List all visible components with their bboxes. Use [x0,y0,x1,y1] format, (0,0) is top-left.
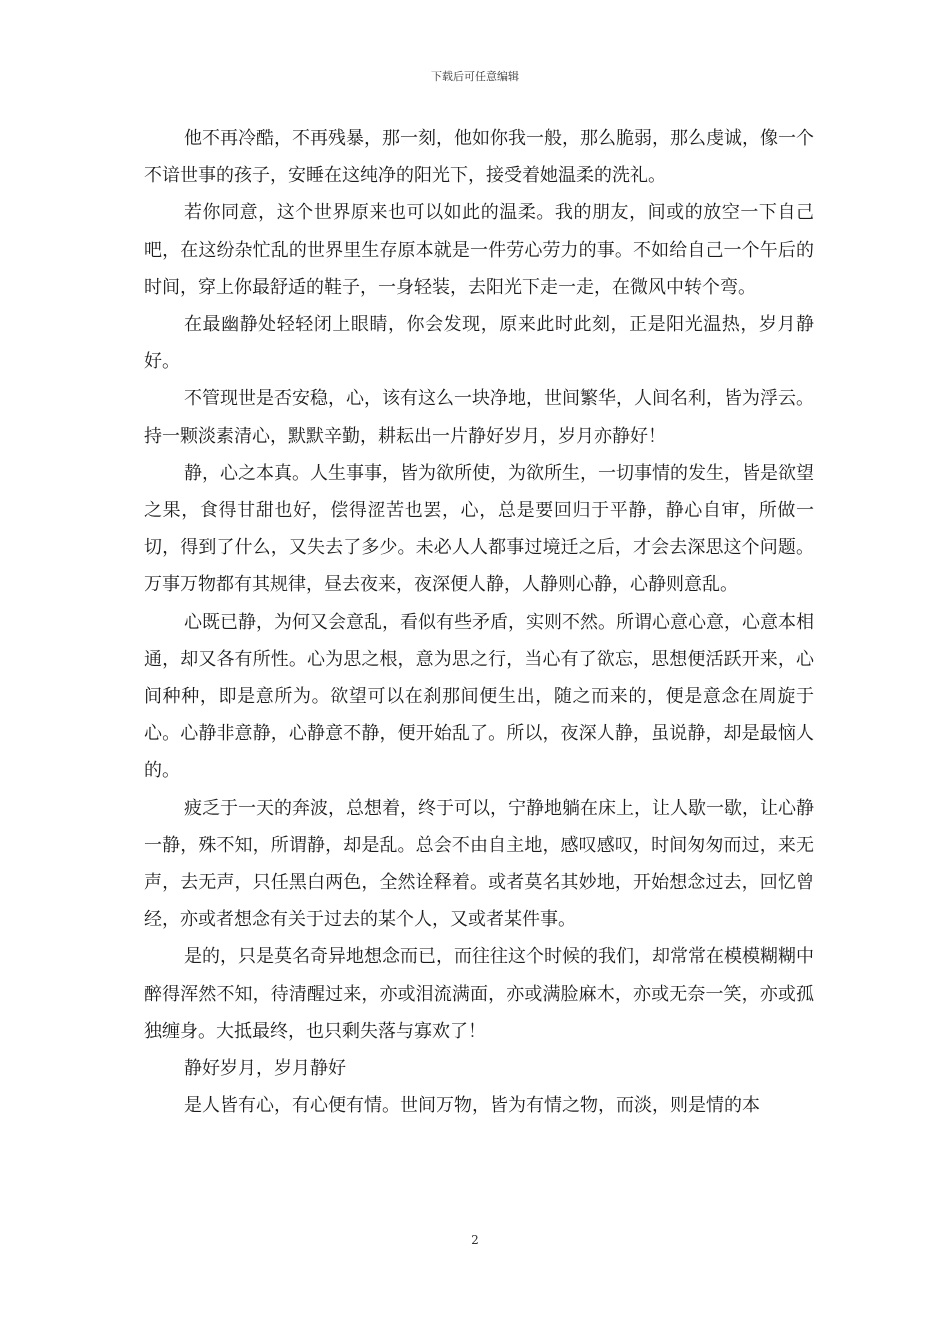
paragraph: 疲乏于一天的奔波，总想着，终于可以，宁静地躺在床上，让人歇一歇，让心静一静，殊不知，所谓静，却是乱。总会不由自主地，感叹感叹，时间匆匆而过，来无声，去无声，只任黑白两色，全然诠释着。或者莫名其妙地，开始想念过去，回忆曾经，亦或者想念有关于过去的某个人，又或者某件事。 [144,797,814,931]
paragraph: 他不再冷酷，不再残暴，那一刻，他如你我一般，那么脆弱，那么虔诚，像一个不谙世事的孩子，安睡在这纯净的阳光下，接受着她温柔的洗礼。 [144,128,814,187]
paragraph: 不管现世是否安稳，心，该有这么一块净地，世间繁华，人间名利，皆为浮云。持一颗淡素清心，默默辛勤，耕耘出一片静好岁月，岁月亦静好！ [144,388,814,447]
document-body [144,120,814,1124]
paragraph: 若你同意，这个世界原来也可以如此的温柔。我的朋友，间或的放空一下自己吧，在这纷杂忙乱的世界里生存原本就是一件劳心劳力的事。不如给自己一个午后的时间，穿上你最舒适的鞋子，一身轻装，去阳光下走一走，在微风中转个弯。 [144,202,814,298]
paragraph: 是人皆有心，有心便有情。世间万物，皆为有情之物，而淡，则是情的本 [184,1095,760,1117]
paragraph: 是的，只是莫名奇异地想念而已，而往往这个时候的我们，却常常在模模糊糊中醉得浑然不知，待清醒过来，亦或泪流满面，亦或满脸麻木，亦或无奈一笑，亦或孤独缠身。大抵最终，也只剩失落与寡欢了！ [144,946,814,1042]
page-header: 下载后可任意编辑 [431,70,519,83]
paragraph: 静，心之本真。人生事事，皆为欲所使，为欲所生，一切事情的发生，皆是欲望之果，食得甘甜也好，偿得涩苦也罢，心，总是要回归于平静，静心自审，所做一切，得到了什么，又失去了多少。未必人人都事过境迁之后，才会去深思这个问题。万事万物都有其规律，昼去夜来，夜深便人静，人静则心静，心静则意乱。 [144,462,814,596]
paragraph: 心既已静，为何又会意乱，看似有些矛盾，实则不然。所谓心意心意，心意本相通，却又各有所性。心为思之根，意为思之行，当心有了欲忘，思想便活跃开来，心间种种，即是意所为。欲望可以在刹那间便生出，随之而来的，便是意念在周旋于心。心静非意静，心静意不静，便开始乱了。所以，夜深人静，虽说静，却是最恼人的。 [144,611,814,782]
paragraph: 在最幽静处轻轻闭上眼睛，你会发现，原来此时此刻，正是阳光温热，岁月静好。 [144,314,814,373]
section-heading: 静好岁月，岁月静好 [184,1058,346,1080]
page-number: 2 [471,1233,479,1247]
